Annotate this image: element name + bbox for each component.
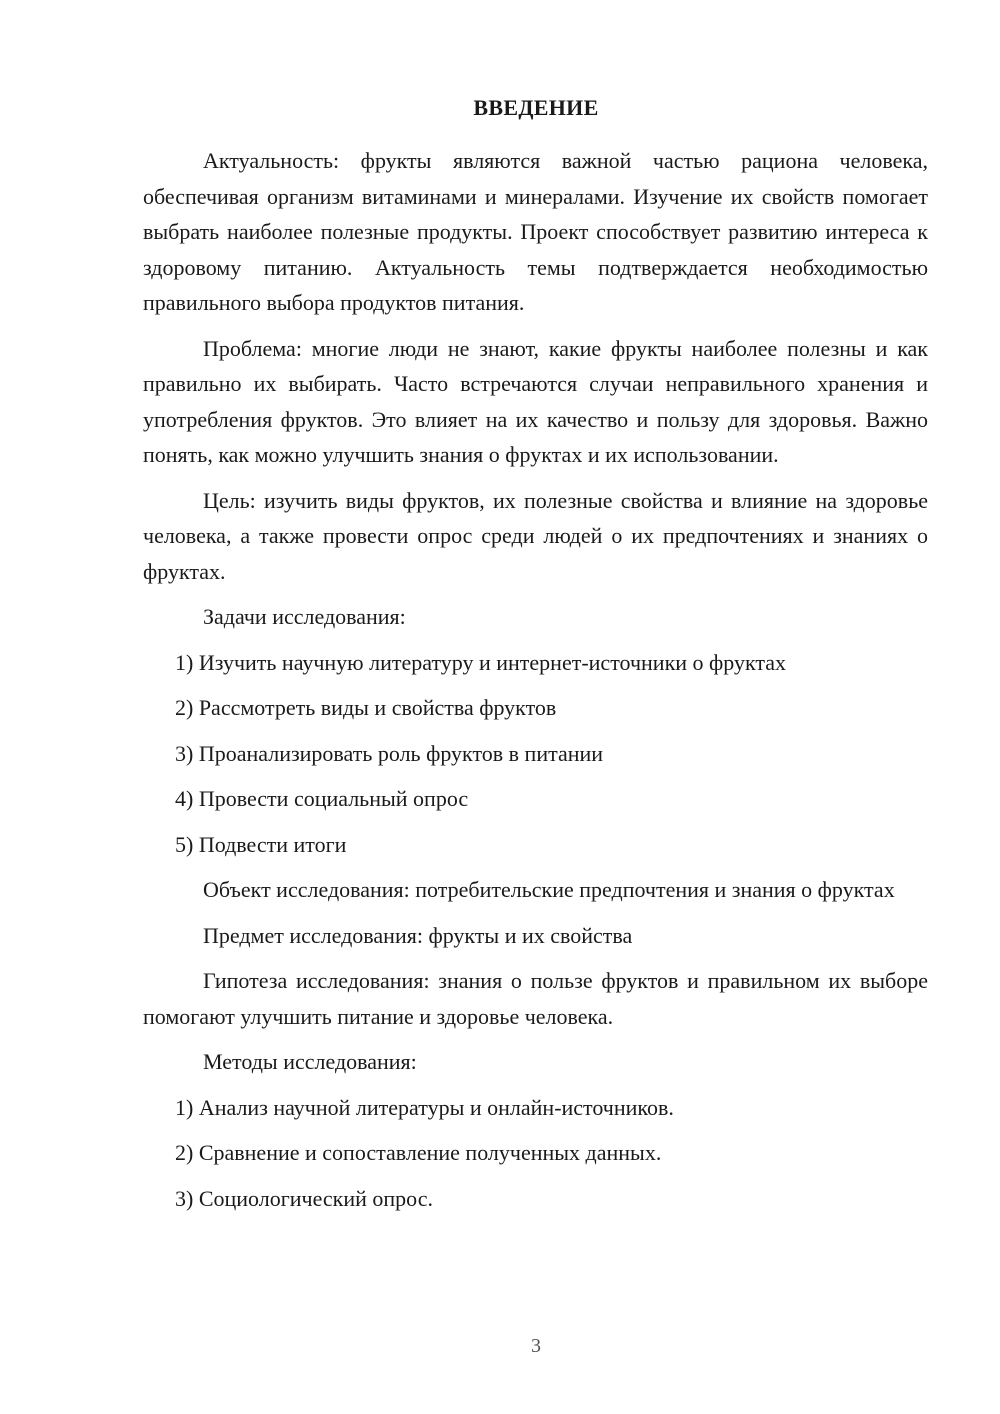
section-title: ВВЕДЕНИЕ (473, 95, 599, 120)
task-item: 3) Проанализировать роль фруктов в питании (175, 740, 604, 766)
page-number: 3 (531, 1335, 541, 1357)
task-item: 4) Провести социальный опрос (175, 786, 469, 811)
subject-paragraph: Предмет исследования: фрукты и их свойства (203, 922, 633, 948)
goal-paragraph: Цель: изучить виды фруктов, их полезные свойства и влияние на здоровье человека, а также провести опрос среди людей о их предпочтениях и знаниях о фруктах. (143, 487, 928, 584)
method-item: 2) Сравнение и сопоставление полученных данных. (175, 1140, 662, 1165)
methods-heading: Методы исследования: (203, 1049, 417, 1074)
method-item: 3) Социологический опрос. (175, 1185, 433, 1211)
relevance-paragraph: Актуальность: фрукты являются важной частью рациона человека, обеспечивая организм витаминами и минералами. Изучение их свойств помогает выбрать наиболее полезные продукты. Проект способствует развитию интереса к здоровому питанию. Актуальность темы подтверждается необходимостью правильного выбора продуктов питания. (143, 148, 928, 315)
task-item: 1) Изучить научную литературу и интернет-источники о фруктах (175, 649, 787, 675)
object-paragraph: Объект исследования: потребительские предпочтения и знания о фруктах (203, 877, 895, 902)
method-item: 1) Анализ научной литературы и онлайн-источников. (175, 1094, 674, 1120)
hypothesis-paragraph: Гипотеза исследования: знания о пользе фруктов и правильном их выборе помогают улучшить питание и здоровье человека. (143, 968, 928, 1029)
task-item: 5) Подвести итоги (175, 831, 347, 857)
problem-paragraph: Проблема: многие люди не знают, какие фрукты наиболее полезны и как правильно их выбирать. Часто встречаются случаи неправильного хранения и употребления фруктов. Это влияет на их качество и пользу для здоровья. Важно понять, как можно улучшить знания о фруктах и их использовании. (143, 335, 928, 467)
tasks-heading: Задачи исследования: (203, 604, 406, 629)
document-body (143, 143, 928, 1226)
task-item: 2) Рассмотреть виды и свойства фруктов (175, 695, 557, 720)
